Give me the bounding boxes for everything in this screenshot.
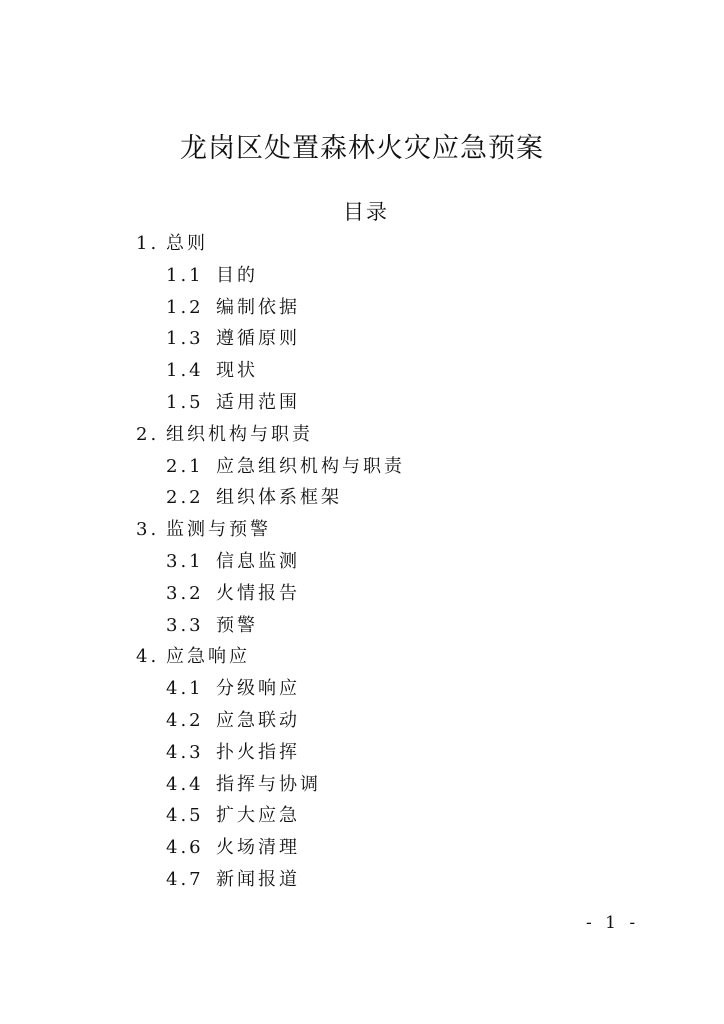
toc-subsection xyxy=(0,451,724,483)
toc-label: 组织机构与职责 xyxy=(166,423,313,445)
toc-label: 目的 xyxy=(216,264,258,286)
toc-label: 预警 xyxy=(216,614,258,636)
toc-subsection xyxy=(0,387,724,419)
toc-subsection xyxy=(0,355,724,387)
toc-label: 新闻报道 xyxy=(216,868,300,890)
document-title: 龙岗区处置森林火灾应急预案 xyxy=(180,133,544,164)
toc-number: 2.1 xyxy=(166,455,204,477)
toc-number: 4.3 xyxy=(166,741,204,763)
toc-subsection xyxy=(0,292,724,324)
toc-subsection xyxy=(0,323,724,355)
toc-number: 4. xyxy=(136,646,160,668)
toc-label: 应急组织机构与职责 xyxy=(216,455,405,477)
toc-subsection xyxy=(0,705,724,737)
toc-number: 2.2 xyxy=(166,487,204,509)
toc-number: 3.3 xyxy=(166,614,204,636)
toc-label: 应急响应 xyxy=(166,646,250,668)
toc-label: 组织体系框架 xyxy=(216,487,342,509)
toc-number: 3. xyxy=(136,519,160,541)
toc-number: 1.2 xyxy=(166,296,204,318)
toc-section xyxy=(0,419,724,451)
toc-subsection xyxy=(0,610,724,642)
toc-number: 4.5 xyxy=(166,805,204,827)
toc-label: 总则 xyxy=(166,233,208,254)
toc-subsection xyxy=(0,832,724,864)
toc-number: 4.4 xyxy=(166,773,204,795)
toc-label: 扑火指挥 xyxy=(216,741,300,763)
toc-label: 应急联动 xyxy=(216,709,300,731)
toc-number: 4.6 xyxy=(166,837,204,859)
toc-label: 火情报告 xyxy=(216,582,300,604)
toc-subsection xyxy=(0,737,724,769)
toc-number: 4.1 xyxy=(166,678,204,700)
toc-number: 1.1 xyxy=(166,264,204,286)
toc-section xyxy=(0,514,724,546)
toc-subsection xyxy=(0,260,724,292)
toc-label: 编制依据 xyxy=(216,296,300,318)
toc-subsection xyxy=(0,546,724,578)
toc-section xyxy=(0,228,724,260)
toc-subsection xyxy=(0,864,724,896)
toc-number: 3.2 xyxy=(166,582,204,604)
toc-label: 现状 xyxy=(216,360,258,382)
toc-number: 1.4 xyxy=(166,360,204,382)
toc-subsection xyxy=(0,673,724,705)
toc-label: 监测与预警 xyxy=(166,519,271,541)
toc-heading: 目录 xyxy=(343,200,389,224)
toc-number: 1. xyxy=(136,233,160,254)
toc-number: 3.1 xyxy=(166,550,204,572)
toc-label: 遵循原则 xyxy=(216,328,300,350)
toc-label: 分级响应 xyxy=(216,678,300,700)
toc-number: 4.7 xyxy=(166,868,204,890)
toc-label: 指挥与协调 xyxy=(216,773,321,795)
toc-subsection xyxy=(0,800,724,832)
toc-number: 2. xyxy=(136,423,160,445)
page-number: - 1 - xyxy=(586,913,640,933)
toc-subsection xyxy=(0,578,724,610)
table-of-contents xyxy=(0,228,724,896)
toc-label: 扩大应急 xyxy=(216,805,300,827)
toc-number: 4.2 xyxy=(166,709,204,731)
toc-subsection xyxy=(0,482,724,514)
toc-subsection xyxy=(0,769,724,801)
toc-label: 信息监测 xyxy=(216,550,300,572)
toc-number: 1.3 xyxy=(166,328,204,350)
toc-number: 1.5 xyxy=(166,391,204,413)
toc-label: 适用范围 xyxy=(216,391,300,413)
toc-section xyxy=(0,641,724,673)
toc-label: 火场清理 xyxy=(216,837,300,859)
